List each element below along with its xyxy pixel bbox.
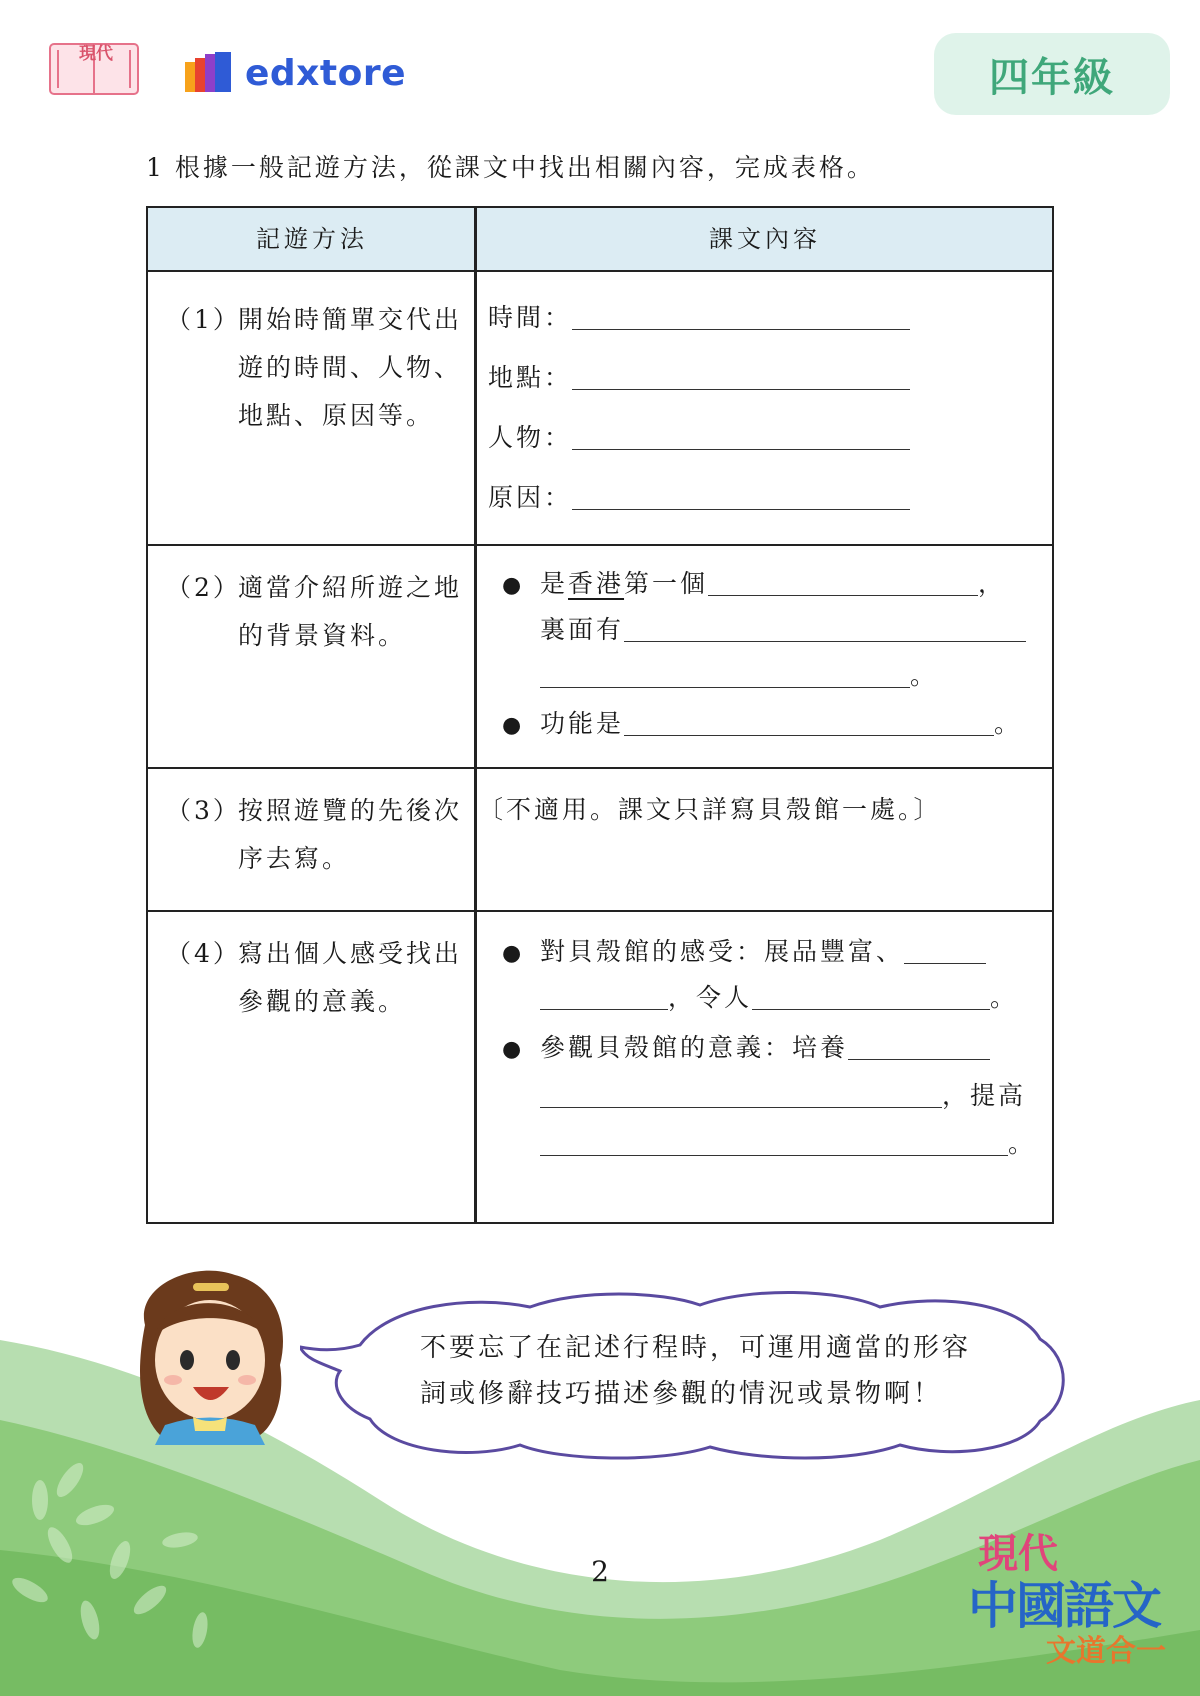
book-logo [48,40,140,98]
bullet-icon: ● [502,713,525,738]
answer-blank[interactable] [572,359,910,390]
row-number: （3） [166,796,241,825]
bullet-line [502,564,1006,604]
answer-blank[interactable] [540,1077,942,1108]
tip-line: 不要忘了在記述行程時，可運用適當的形容 [420,1333,972,1363]
text: 功能是 [540,709,625,738]
bullet-icon: ● [502,941,525,966]
text: 裏面有 [540,615,625,644]
bullet-line [502,1028,990,1068]
tip-line: 詞或修辭技巧描述參觀的情況或景物啊！ [420,1379,943,1409]
row-divider [148,910,1052,912]
answer-blank[interactable] [540,1125,1008,1156]
field-label: 時間： [488,303,573,332]
text: 。 [994,709,1023,738]
method-text: 寫出個人感受找出參觀的意義。 [238,939,463,1016]
method-text: 按照遊覽的先後次序去寫。 [238,796,463,873]
header-method: 記遊方法 [256,225,368,253]
answer-blank[interactable] [572,479,910,510]
answer-blank[interactable] [540,979,668,1010]
logo-line: 中國語文 [968,1577,1160,1635]
question [146,148,875,184]
answer-blank[interactable] [572,299,910,330]
question-text: 根據一般記遊方法，從課文中找出相關內容，完成表格。 [174,153,875,182]
column-divider [474,208,477,1222]
method-text: 開始時簡單交代出遊的時間、人物、地點、原因等。 [238,305,463,430]
row-divider [148,544,1052,546]
table-row-4-method [166,930,466,1026]
bullet-icon: ● [502,1037,525,1062]
answer-blank[interactable] [904,933,986,964]
brand-name: edxtore [245,52,407,94]
method-text: 適當介紹所遊之地的背景資料。 [238,573,463,650]
book-logo-text: 現代 [79,44,113,64]
text: ， [978,569,1007,598]
not-applicable-text: 〔不適用。課文只詳寫貝殼館一處。〕 [478,795,942,824]
row-number: （4） [166,939,241,968]
text-line [540,656,938,696]
field-time [488,298,910,338]
text: 。 [1008,1129,1037,1158]
answer-blank[interactable] [708,565,978,596]
place-name: 香港 [568,569,625,598]
row-divider [148,767,1052,769]
text-line [540,610,1026,650]
bullet-line [502,704,1022,744]
answer-blank[interactable] [848,1029,990,1060]
answer-blank[interactable] [752,979,990,1010]
text: 參觀貝殼館的意義：培養 [540,1033,849,1062]
field-label: 人物： [488,423,573,452]
field-label: 地點： [488,363,573,392]
field-place [488,358,910,398]
row-number: （1） [166,305,241,334]
text-line [540,978,1018,1018]
text: ，令人 [668,983,753,1012]
logo-line: 文道合一 [1046,1634,1166,1669]
bullet-line [502,932,986,972]
textbook-series-logo [968,1522,1178,1672]
text: ，提高 [942,1081,1027,1110]
answer-blank[interactable] [540,657,910,688]
text-line [540,1124,1036,1164]
text: 。 [910,661,939,690]
answer-blank[interactable] [624,611,1026,642]
edxtore-logo [185,50,406,96]
page-number: 2 [591,1555,609,1588]
row-number: （2） [166,573,241,602]
table-row-2-method [166,564,466,660]
girl-character-illustration [125,1265,295,1445]
text: 對貝殼館的感受：展品豐富、 [540,937,905,966]
field-people [488,418,910,458]
grade-badge: 四年級 [934,33,1170,115]
logo-line: 現代 [978,1531,1058,1577]
field-reason [488,478,910,518]
text: 。 [990,983,1019,1012]
answer-blank[interactable] [572,419,910,450]
header-content: 課文內容 [709,225,821,253]
text: 是 [540,569,569,598]
text-line [540,1076,1026,1116]
text: 第一個 [624,569,709,598]
table-header [148,208,1052,272]
question-number: 1 [146,153,165,182]
tip-text [420,1325,1020,1417]
bullet-icon: ● [502,573,525,598]
edxtore-mark-icon [185,52,237,94]
table-row-3-method [166,787,466,883]
field-label: 原因： [488,483,573,512]
answer-blank[interactable] [624,705,994,736]
worksheet-table [146,206,1054,1224]
table-row-1-method [166,296,466,440]
